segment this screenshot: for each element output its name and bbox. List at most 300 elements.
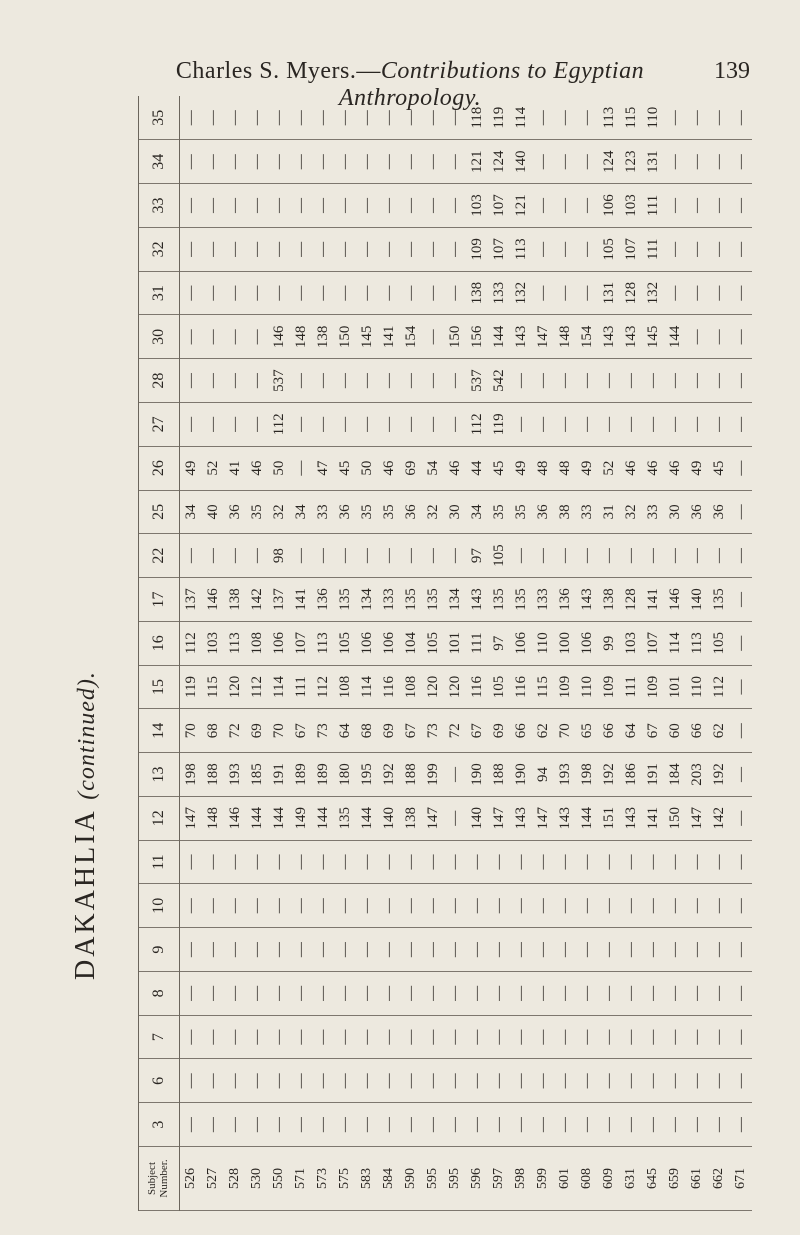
table-cell: 150 — [444, 315, 466, 359]
table-cell: — — [686, 840, 708, 884]
table-cell: — — [224, 271, 246, 315]
table-cell: 113 — [686, 621, 708, 665]
table-cell: — — [686, 271, 708, 315]
table-cell: — — [312, 1103, 334, 1147]
subject-number-cell: 571 — [290, 1147, 312, 1211]
table-cell: — — [532, 96, 554, 140]
table-cell: 65 — [576, 709, 598, 753]
subject-number-cell: 526 — [180, 1147, 203, 1211]
table-cell: — — [532, 1103, 554, 1147]
table-cell: — — [356, 96, 378, 140]
table-cell: — — [268, 271, 290, 315]
table-cell: — — [532, 1059, 554, 1103]
table-cell: — — [466, 884, 488, 928]
table-cell: — — [202, 971, 224, 1015]
subject-number-cell: 662 — [708, 1147, 730, 1211]
table-cell: — — [312, 227, 334, 271]
table-cell: 46 — [246, 446, 268, 490]
table-cell: — — [598, 359, 620, 403]
table-cell: — — [576, 928, 598, 972]
table-cell: 114 — [664, 621, 686, 665]
table-cell: 66 — [686, 709, 708, 753]
table-cell: 146 — [268, 315, 290, 359]
table-cell: — — [444, 1015, 466, 1059]
table-cell: — — [686, 1015, 708, 1059]
table-cell: — — [686, 402, 708, 446]
table-cell: 123 — [620, 140, 642, 184]
table-cell: 106 — [576, 621, 598, 665]
running-head-title: Contributions to Egyptian Anthropology. — [338, 58, 645, 111]
table-cell: — — [686, 184, 708, 228]
table-cell: 195 — [356, 753, 378, 797]
table-row — [202, 96, 224, 1211]
table-cell: — — [510, 534, 532, 578]
table-row — [510, 96, 532, 1211]
subject-number-cell: 598 — [510, 1147, 532, 1211]
table-cell: 131 — [642, 140, 664, 184]
table-cell: — — [466, 840, 488, 884]
table-cell: 148 — [290, 315, 312, 359]
table-cell: — — [532, 971, 554, 1015]
table-cell: 40 — [202, 490, 224, 534]
table-cell: 105 — [708, 621, 730, 665]
table-cell: — — [708, 402, 730, 446]
table-cell: — — [246, 96, 268, 140]
table-cell: 36 — [708, 490, 730, 534]
table-cell: 143 — [466, 578, 488, 622]
table-cell: — — [708, 928, 730, 972]
table-cell: — — [554, 1103, 576, 1147]
table-cell: — — [268, 840, 290, 884]
table-cell: 140 — [510, 140, 532, 184]
table-cell: — — [642, 971, 664, 1015]
table-cell: 110 — [686, 665, 708, 709]
table-cell: — — [554, 884, 576, 928]
table-cell: 146 — [202, 578, 224, 622]
table-cell: — — [444, 534, 466, 578]
table-cell: 203 — [686, 753, 708, 797]
table-row — [422, 96, 444, 1211]
table-cell: — — [686, 227, 708, 271]
table-cell: 138 — [224, 578, 246, 622]
table-cell: 150 — [334, 315, 356, 359]
table-cell: 112 — [312, 665, 334, 709]
table-cell: — — [532, 227, 554, 271]
table-cell: 116 — [378, 665, 400, 709]
table-cell: 103 — [620, 621, 642, 665]
column-header-3: 3 — [139, 1103, 180, 1147]
table-cell: — — [378, 1059, 400, 1103]
table-cell: — — [620, 534, 642, 578]
table-cell: — — [290, 884, 312, 928]
table-cell: 140 — [378, 796, 400, 840]
table-cell: 36 — [334, 490, 356, 534]
subject-number-cell: 573 — [312, 1147, 334, 1211]
table-row — [554, 96, 576, 1211]
table-cell: 110 — [642, 96, 664, 140]
table-cell: — — [664, 1015, 686, 1059]
table-cell: 140 — [466, 796, 488, 840]
table-cell: — — [180, 271, 203, 315]
table-cell: — — [224, 1103, 246, 1147]
table-cell: — — [400, 1059, 422, 1103]
column-header-11: 11 — [139, 840, 180, 884]
table-cell: 138 — [598, 578, 620, 622]
table-cell: 135 — [488, 578, 510, 622]
table-cell: — — [246, 1103, 268, 1147]
table-cell: 134 — [444, 578, 466, 622]
table-cell: — — [180, 884, 203, 928]
table-cell: — — [290, 971, 312, 1015]
table-cell: 121 — [466, 140, 488, 184]
table-cell: — — [246, 1059, 268, 1103]
page-number: 139 — [714, 58, 750, 84]
table-cell: 72 — [444, 709, 466, 753]
table-cell: 99 — [598, 621, 620, 665]
table-cell: — — [620, 1103, 642, 1147]
table-row — [730, 96, 752, 1211]
table-cell: — — [400, 534, 422, 578]
column-header-31: 31 — [139, 271, 180, 315]
table-cell: — — [268, 96, 290, 140]
table-cell: — — [180, 402, 203, 446]
table-cell: 134 — [356, 578, 378, 622]
table-cell: 537 — [466, 359, 488, 403]
table-cell: 67 — [290, 709, 312, 753]
table-cell: 69 — [246, 709, 268, 753]
table-cell: 106 — [356, 621, 378, 665]
table-cell: 156 — [466, 315, 488, 359]
table-cell: — — [664, 1059, 686, 1103]
table-row — [488, 96, 510, 1211]
table-cell: — — [642, 402, 664, 446]
column-header-subject-number: Subject Number. — [139, 1147, 180, 1211]
table-cell: — — [400, 928, 422, 972]
table-cell: 111 — [290, 665, 312, 709]
table-cell: 110 — [532, 621, 554, 665]
table-cell: — — [686, 96, 708, 140]
table-cell: — — [400, 840, 422, 884]
table-cell: — — [334, 971, 356, 1015]
column-header-8: 8 — [139, 971, 180, 1015]
table-cell: — — [422, 971, 444, 1015]
table-cell: — — [488, 928, 510, 972]
table-cell: — — [378, 1015, 400, 1059]
table-cell: — — [730, 753, 752, 797]
table-cell: — — [378, 140, 400, 184]
table-cell: — — [422, 96, 444, 140]
table-cell: — — [730, 315, 752, 359]
table-cell: — — [356, 928, 378, 972]
table-cell: 193 — [554, 753, 576, 797]
subject-number-cell: 575 — [334, 1147, 356, 1211]
table-cell: — — [510, 928, 532, 972]
table-cell: 136 — [554, 578, 576, 622]
table-row — [444, 96, 466, 1211]
table-cell: — — [730, 490, 752, 534]
table-cell: — — [246, 227, 268, 271]
table-cell: — — [312, 1015, 334, 1059]
table-cell: — — [708, 315, 730, 359]
table-cell: 36 — [686, 490, 708, 534]
table-cell: 33 — [312, 490, 334, 534]
table-cell: — — [356, 534, 378, 578]
table-cell: — — [312, 534, 334, 578]
table-cell: — — [202, 884, 224, 928]
table-cell: — — [290, 184, 312, 228]
table-cell: — — [378, 227, 400, 271]
table-cell: — — [312, 96, 334, 140]
table-cell: — — [246, 315, 268, 359]
table-cell: — — [334, 96, 356, 140]
table-cell: — — [664, 96, 686, 140]
table-cell: — — [598, 928, 620, 972]
table-cell: — — [466, 1103, 488, 1147]
table-cell: — — [686, 359, 708, 403]
table-cell: — — [466, 1059, 488, 1103]
table-cell: 108 — [246, 621, 268, 665]
table-cell: — — [444, 96, 466, 140]
table-cell: — — [356, 1059, 378, 1103]
table-cell: 31 — [598, 490, 620, 534]
table-cell: — — [730, 928, 752, 972]
column-header-17: 17 — [139, 578, 180, 622]
table-cell: — — [532, 884, 554, 928]
table-cell: — — [378, 971, 400, 1015]
table-cell: 114 — [510, 96, 532, 140]
table-cell: — — [554, 1015, 576, 1059]
column-header-22: 22 — [139, 534, 180, 578]
table-cell: — — [378, 184, 400, 228]
table-cell: — — [444, 840, 466, 884]
table-cell: 103 — [466, 184, 488, 228]
table-cell: — — [180, 359, 203, 403]
table-cell: — — [290, 140, 312, 184]
table-cell: — — [708, 534, 730, 578]
table-cell: 98 — [268, 534, 290, 578]
table-cell: 149 — [290, 796, 312, 840]
subject-number-cell: 530 — [246, 1147, 268, 1211]
table-row — [532, 96, 554, 1211]
table-cell: — — [730, 446, 752, 490]
table-cell: 114 — [268, 665, 290, 709]
subject-number-cell: 661 — [686, 1147, 708, 1211]
table-cell: 189 — [290, 753, 312, 797]
table-cell: — — [444, 271, 466, 315]
table-cell: 144 — [576, 796, 598, 840]
table-cell: — — [268, 1015, 290, 1059]
table-cell: — — [620, 359, 642, 403]
table-cell: — — [180, 1103, 203, 1147]
table-cell: — — [422, 840, 444, 884]
table-cell: 145 — [356, 315, 378, 359]
table-cell: — — [202, 402, 224, 446]
table-cell: 144 — [246, 796, 268, 840]
table-cell: — — [664, 184, 686, 228]
table-cell: 101 — [664, 665, 686, 709]
table-cell: 144 — [268, 796, 290, 840]
table-cell: — — [334, 359, 356, 403]
table-cell: 137 — [180, 578, 203, 622]
measurement-table — [139, 96, 752, 1211]
table-cell: 35 — [356, 490, 378, 534]
table-cell: 52 — [202, 446, 224, 490]
table-cell: 113 — [224, 621, 246, 665]
table-cell: 141 — [378, 315, 400, 359]
table-cell: 112 — [708, 665, 730, 709]
table-cell: — — [576, 1103, 598, 1147]
table-cell: — — [708, 271, 730, 315]
table-cell: 143 — [598, 315, 620, 359]
table-cell: — — [180, 227, 203, 271]
table-cell: — — [202, 140, 224, 184]
table-cell: — — [180, 184, 203, 228]
table-cell: 148 — [554, 315, 576, 359]
table-cell: 35 — [510, 490, 532, 534]
table-cell: — — [180, 140, 203, 184]
table-cell: — — [466, 928, 488, 972]
table-cell: — — [554, 227, 576, 271]
table-cell: — — [510, 971, 532, 1015]
table-cell: — — [664, 1103, 686, 1147]
table-cell: 46 — [378, 446, 400, 490]
table-cell: 106 — [510, 621, 532, 665]
table-cell: 148 — [202, 796, 224, 840]
table-cell: 147 — [532, 315, 554, 359]
table-cell: — — [224, 971, 246, 1015]
running-head-dash: — — [356, 58, 381, 84]
table-cell: — — [488, 884, 510, 928]
table-cell: 107 — [488, 227, 510, 271]
table-cell: 109 — [554, 665, 576, 709]
table-cell: 119 — [488, 96, 510, 140]
table-cell: — — [246, 1015, 268, 1059]
table-cell: — — [664, 971, 686, 1015]
table-cell: — — [642, 359, 664, 403]
table-cell: — — [664, 359, 686, 403]
table-cell: 60 — [664, 709, 686, 753]
column-header-16: 16 — [139, 621, 180, 665]
table-cell: — — [334, 402, 356, 446]
table-cell: — — [224, 402, 246, 446]
table-cell: — — [444, 753, 466, 797]
table-cell: — — [576, 359, 598, 403]
table-cell: — — [268, 1103, 290, 1147]
table-cell: 115 — [202, 665, 224, 709]
table-cell: 32 — [422, 490, 444, 534]
table-cell: — — [202, 928, 224, 972]
table-cell: — — [422, 1103, 444, 1147]
table-cell: 120 — [444, 665, 466, 709]
table-cell: — — [686, 1059, 708, 1103]
table-cell: — — [642, 1015, 664, 1059]
table-cell: 46 — [664, 446, 686, 490]
table-cell: — — [422, 227, 444, 271]
table-cell: 109 — [466, 227, 488, 271]
table-cell: — — [708, 227, 730, 271]
column-header-14: 14 — [139, 709, 180, 753]
table-cell: 124 — [598, 140, 620, 184]
table-cell: — — [202, 840, 224, 884]
table-cell: 115 — [532, 665, 554, 709]
table-cell: 69 — [488, 709, 510, 753]
table-cell: 45 — [334, 446, 356, 490]
table-cell: — — [422, 402, 444, 446]
table-cell: 30 — [664, 490, 686, 534]
table-cell: 66 — [598, 709, 620, 753]
subject-number-cell: 597 — [488, 1147, 510, 1211]
table-cell: 70 — [268, 709, 290, 753]
table-cell: 147 — [532, 796, 554, 840]
table-cell: 135 — [510, 578, 532, 622]
table-cell: — — [554, 359, 576, 403]
table-cell: — — [598, 402, 620, 446]
table-cell: — — [378, 1103, 400, 1147]
table-cell: 138 — [312, 315, 334, 359]
table-cell: 97 — [488, 621, 510, 665]
table-cell: — — [620, 1015, 642, 1059]
table-cell: 35 — [246, 490, 268, 534]
table-cell: 68 — [356, 709, 378, 753]
table-cell: — — [664, 534, 686, 578]
table-cell: — — [576, 1015, 598, 1059]
table-cell: — — [180, 534, 203, 578]
table-cell: 135 — [708, 578, 730, 622]
table-cell: — — [422, 884, 444, 928]
table-cell: — — [290, 928, 312, 972]
table-cell: — — [290, 446, 312, 490]
table-row — [400, 96, 422, 1211]
table-cell: — — [554, 534, 576, 578]
subject-number-cell: 596 — [466, 1147, 488, 1211]
table-cell: — — [730, 884, 752, 928]
table-cell: — — [532, 840, 554, 884]
subject-number-cell: 595 — [444, 1147, 466, 1211]
table-cell: — — [488, 1059, 510, 1103]
table-cell: 104 — [400, 621, 422, 665]
table-cell: — — [400, 884, 422, 928]
table-cell: — — [532, 1015, 554, 1059]
table-cell: — — [378, 271, 400, 315]
table-cell: 133 — [378, 578, 400, 622]
table-cell: — — [708, 1015, 730, 1059]
table-cell: — — [642, 928, 664, 972]
table-cell: — — [532, 140, 554, 184]
table-cell: 180 — [334, 753, 356, 797]
table-cell: — — [730, 271, 752, 315]
table-cell: 133 — [532, 578, 554, 622]
table-cell: — — [246, 534, 268, 578]
table-cell: 106 — [268, 621, 290, 665]
table-cell: — — [378, 402, 400, 446]
table-row — [576, 96, 598, 1211]
subject-number-cell: 659 — [664, 1147, 686, 1211]
table-cell: — — [488, 1103, 510, 1147]
table-cell: 35 — [378, 490, 400, 534]
table-cell: 33 — [576, 490, 598, 534]
table-cell: 144 — [312, 796, 334, 840]
table-cell: — — [422, 1059, 444, 1103]
table-cell: — — [708, 184, 730, 228]
table-cell: — — [686, 315, 708, 359]
table-cell: 108 — [334, 665, 356, 709]
table-cell: 47 — [312, 446, 334, 490]
table-cell: — — [444, 359, 466, 403]
table-cell: — — [642, 1059, 664, 1103]
table-cell: 143 — [554, 796, 576, 840]
subject-number-cell: 583 — [356, 1147, 378, 1211]
table-cell: — — [642, 840, 664, 884]
